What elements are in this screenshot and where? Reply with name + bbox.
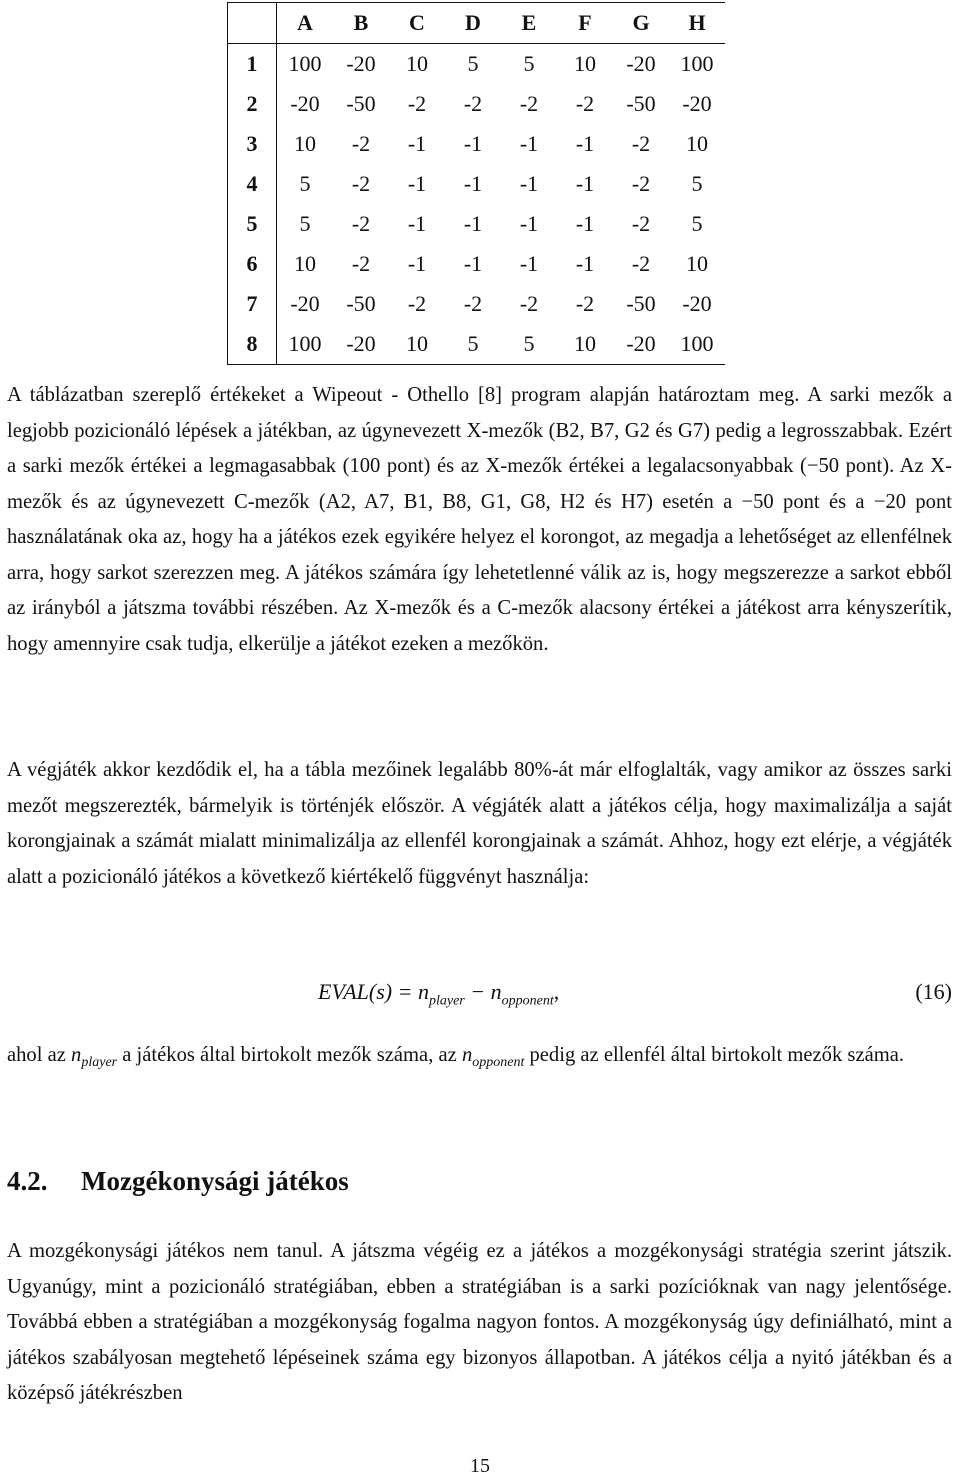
column-header: D [445,3,501,44]
equation-sub-opponent: opponent [501,993,554,1009]
weight-table-wrapper [227,2,725,365]
table-cell: -2 [407,291,427,316]
row-header: 7 [228,284,277,324]
table-cell: -2 [351,251,371,276]
section-number: 4.2. [7,1166,48,1196]
table-cell: -1 [575,131,595,156]
column-header: C [389,3,445,44]
table-cell: 100 [680,51,714,76]
table-header-row [228,3,726,44]
table-cell: 10 [574,51,596,76]
table-cell: -1 [463,211,483,236]
table-cell: -2 [351,171,371,196]
row-header: 2 [228,84,277,124]
table-cell: -2 [463,291,483,316]
table-cell: -50 [346,91,376,116]
column-header: H [669,3,725,44]
row-header: 4 [228,164,277,204]
table-row [228,244,726,284]
table-cell: -2 [407,91,427,116]
table-cell: -20 [333,324,389,365]
table-cell: -1 [519,211,539,236]
table-cell: -50 [626,91,656,116]
table-cell: -1 [407,131,427,156]
table-cell: -20 [613,324,669,365]
table-cell: -20 [682,291,712,316]
paragraph-variables [7,1038,952,1081]
table-cell: -20 [290,91,320,116]
table-cell: -1 [463,251,483,276]
paragraph-mobility: A mozgékonysági játékos nem tanul. A játszma végéig ez a játékos a mozgékonysági stratégia szerint játszik. Ugyanúgy, mint a pozicionáló stratégiában, ebben a stratégiában is a sarki pozícióknak van nagy jelentősége. Továbbá ebben a stratégiában a mozgékonyság fogalma nagyon fontos. A mozgékonyság úgy definiálható, mint a játékos szabályosan megtehető lépéseinek száma egy bizonyos állapotban. A játékos célja a nyitó játékban és a középső játékrészben [7,1240,952,1404]
table-cell: -1 [519,171,539,196]
column-header: F [557,3,613,44]
table-cell: 5 [501,324,557,365]
row-header: 5 [228,204,277,244]
p3-sub-opponent: opponent [472,1055,525,1071]
table-cell: -2 [575,291,595,316]
table-cell: -1 [407,171,427,196]
table-cell: 5 [299,211,311,236]
table-cell: -50 [626,291,656,316]
table-cell: -2 [575,91,595,116]
table-cell: -2 [631,211,651,236]
equation-sub-player: player [428,993,465,1009]
table-cell: -2 [631,171,651,196]
p3-part-c: pedig az ellenfél által birtokolt mezők száma. [524,1044,905,1066]
section-heading [7,1166,349,1197]
table-cell: -1 [463,171,483,196]
equation-body [318,979,559,1009]
p3-var-n1: n [71,1044,82,1066]
p3-part-b: a játékos által birtokolt mezők száma, az [117,1044,462,1066]
table-cell: 100 [288,51,322,76]
table-cell: -20 [682,91,712,116]
table-cell: 10 [686,131,708,156]
table-cell: 5 [445,324,501,365]
page-number: 15 [470,1455,490,1477]
table-row [228,324,726,365]
paragraph-weight-explanation: A táblázatban szereplő értékeket a Wipeout - Othello [8] program alapján határoztam meg. A sarki mezők a legjobb pozicionáló lépések a játékban, az úgynevezett X-mezők (B2, B7, G2 és G7) pedig a legrosszabbak. Ezért a sarki mezők értékei a legmagasabbak (100 pont) és az X-mezők értékei a legalacsonyabbak (−50 pont). Az X-mezők és az úgynevezett C-mezők (A2, A7, B1, B8, G1, G8, H2 és H7) esetén a −50 pont és a −20 pont használatának oka az, hogy ha a játékos ezek egyikére helyez el korongot, az megadja a lehetőséget az ellenfélnek arra, hogy sarkot szerezzen meg. A játékos számára így lehetetlenné válik az is, hogy megszerezze a sarkot ebből az irányból a játszma további részében. Az X-mezők és a C-mezők alacsony értékei a játékost arra kényszerítik, hogy amennyire csak tudja, elkerülje a játékot ezeken a mezőkön. [7,384,952,655]
column-header: E [501,3,557,44]
row-header: 3 [228,124,277,164]
row-header: 1 [228,44,277,85]
column-header: G [613,3,669,44]
table-cell: 10 [294,251,316,276]
table-cell: -1 [519,251,539,276]
table-cell: -1 [407,251,427,276]
table-row [228,164,726,204]
table-cell: -2 [631,251,651,276]
p3-var-n2: n [461,1044,473,1066]
position-weight-table [227,2,725,365]
p3-part-a: ahol az [7,1044,72,1066]
table-row [228,124,726,164]
table-cell: 5 [523,51,535,76]
table-cell: 100 [277,324,334,365]
table-row [228,204,726,244]
equation-minus: − n [464,979,502,1004]
table-cell: 100 [669,324,725,365]
equation-number: (16) [915,979,952,1004]
equation-lhs: EVAL(s) = n [318,979,429,1004]
paragraph-endgame: A végjáték akkor kezdődik el, ha a tábla mezőinek legalább 80%-át már elfoglalták, vagy amikor az összes sarki mezőt megszerezték, bármelyik is történjék először. A végjáték alatt a játékos célja, hogy maximalizálja a saját korongjainak a számát mialatt minimalizálja az ellenfél korongjainak a számát. Ahhoz, hogy ezt elérje, a végjáték alatt a pozicionáló játékos a következő kiértékelő függvényt használja: [7,759,952,888]
table-cell: -1 [575,171,595,196]
table-cell: -50 [346,291,376,316]
table-cell: -2 [631,131,651,156]
section-title: Mozgékonysági játékos [81,1166,349,1196]
table-cell: -1 [519,131,539,156]
table-cell: 10 [406,51,428,76]
table-cell: -2 [351,131,371,156]
table-row [228,84,726,124]
equation-tail: , [553,979,560,1004]
table-cell: 5 [691,211,703,236]
table-cell: -20 [626,51,656,76]
table-cell: -2 [351,211,371,236]
table-cell: -2 [519,91,539,116]
table-cell: -2 [463,91,483,116]
table-cell: 10 [389,324,445,365]
table-cell: 10 [557,324,613,365]
table-cell: 10 [294,131,316,156]
table-row [228,44,726,85]
row-header: 8 [228,324,277,365]
column-header: A [277,3,334,44]
table-cell: -20 [290,291,320,316]
table-row [228,284,726,324]
row-header: 6 [228,244,277,284]
table-cell: -1 [575,211,595,236]
table-cell: 5 [299,171,311,196]
table-corner-cell [228,3,277,44]
table-cell: -1 [463,131,483,156]
table-cell: -2 [519,291,539,316]
p3-sub-player: player [81,1055,118,1071]
table-cell: 5 [691,171,703,196]
table-cell: -1 [575,251,595,276]
table-cell: -20 [346,51,376,76]
equation-eval [0,975,960,1015]
table-cell: -1 [407,211,427,236]
table-cell: 10 [686,251,708,276]
column-header: B [333,3,389,44]
table-cell: 5 [467,51,479,76]
